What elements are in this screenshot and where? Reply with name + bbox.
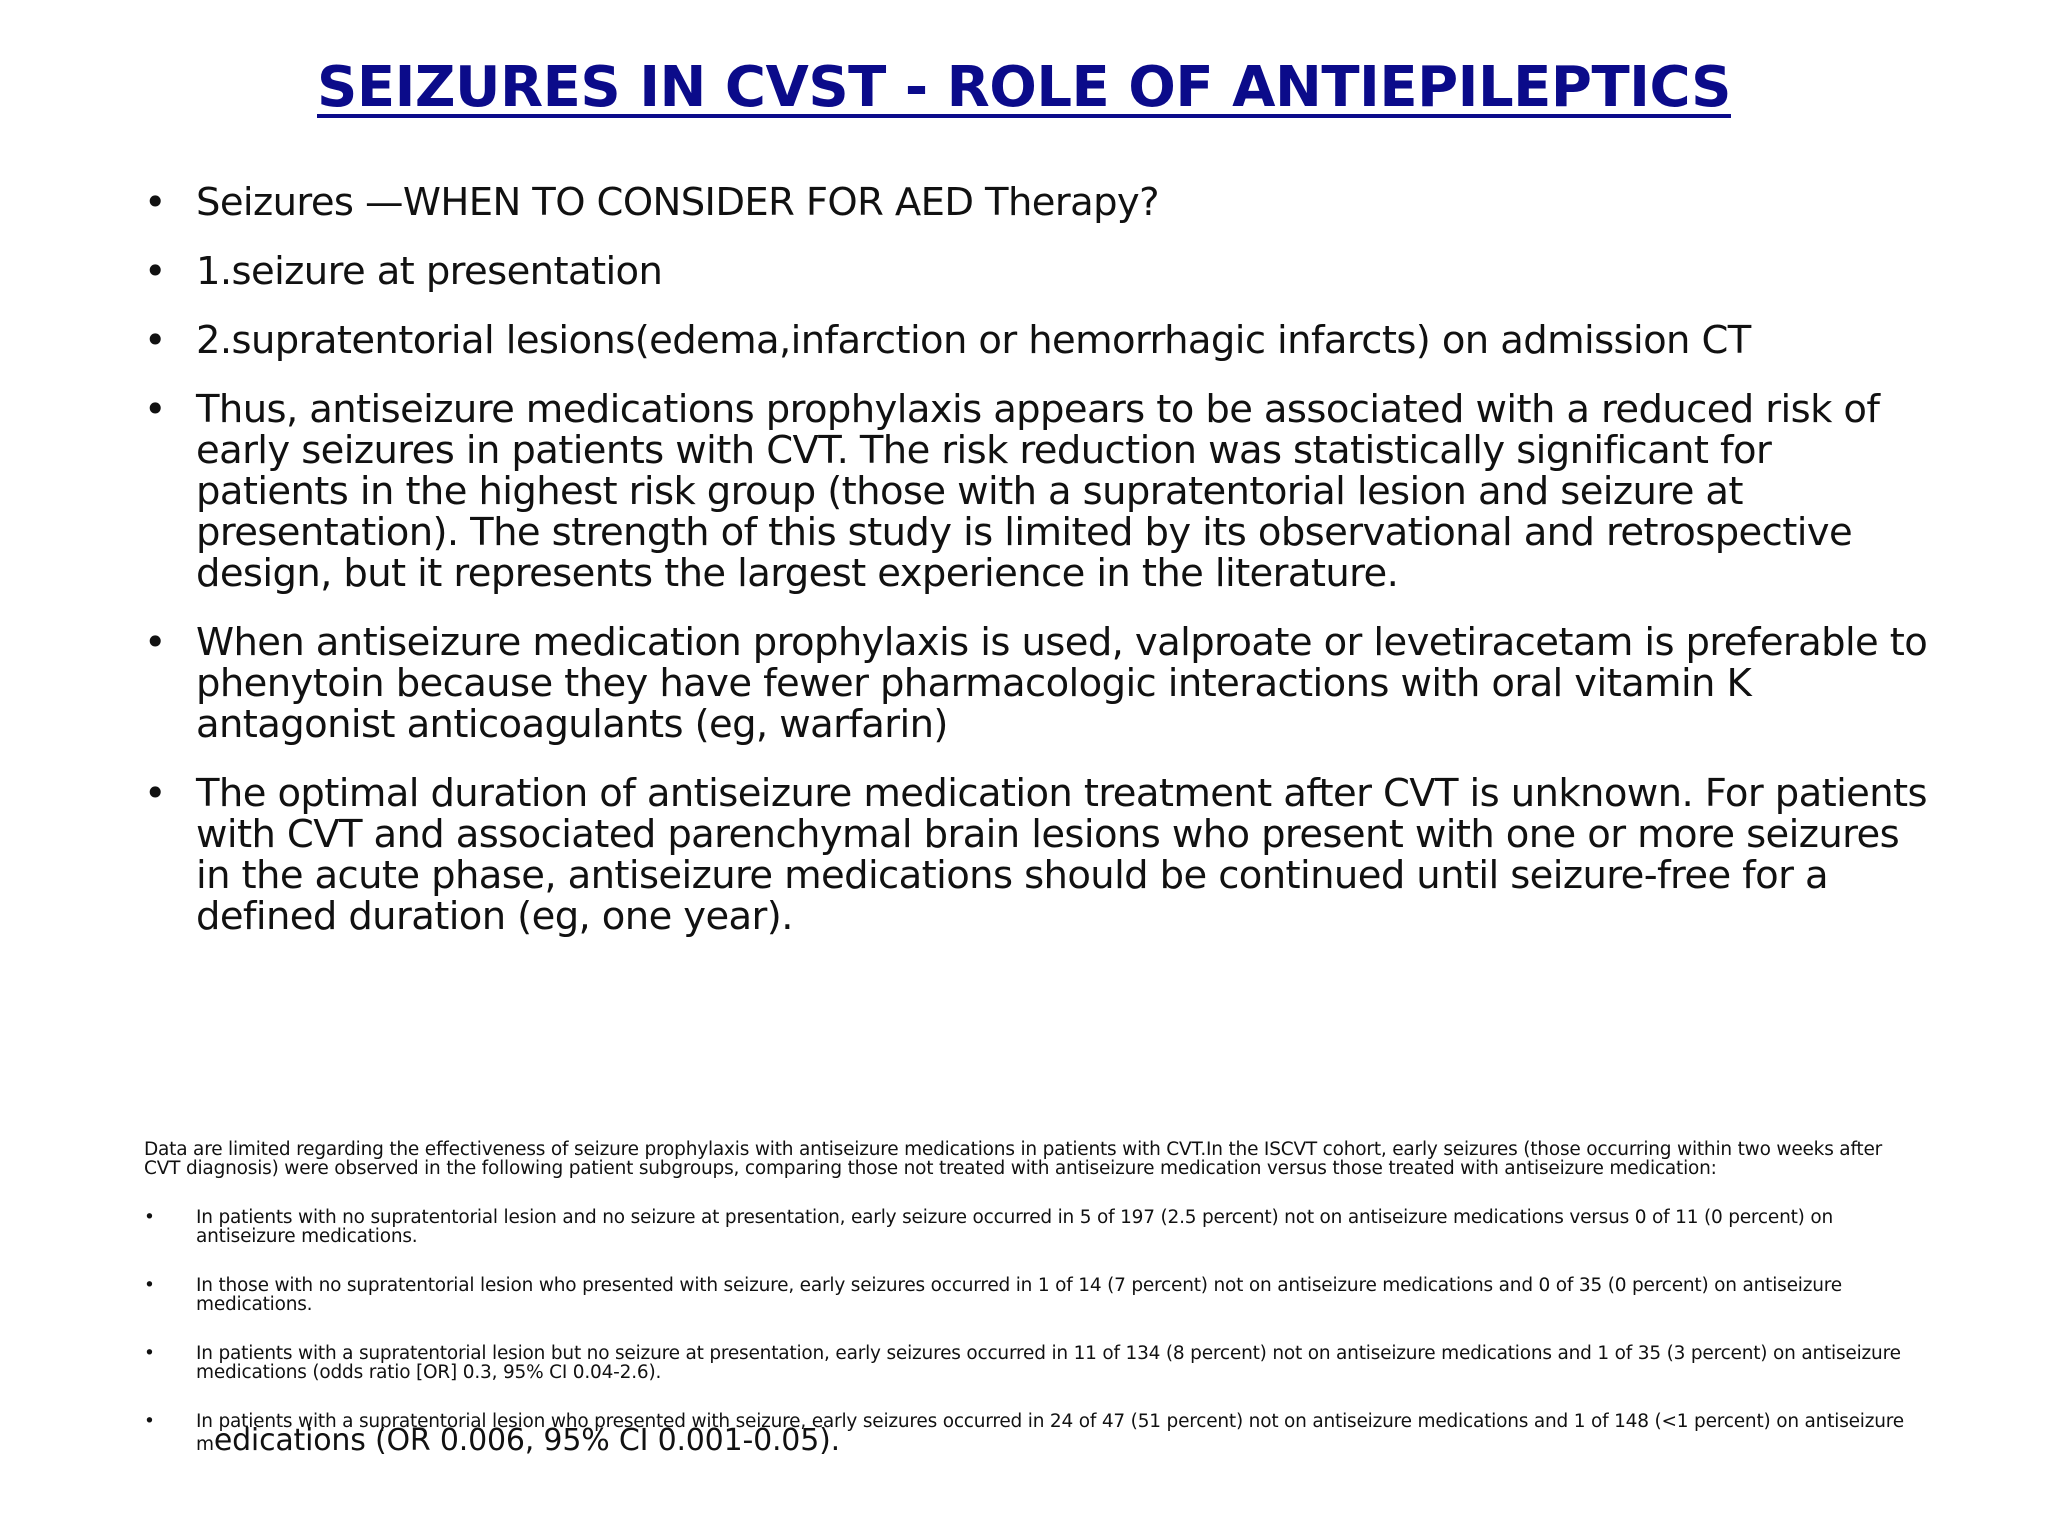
footnote-section xyxy=(144,1140,1904,1484)
footnote-intro: Data are limited regarding the effectiveness of seizure prophylaxis with antiseizure medications in patients with CVT.In the ISCVT cohort, early seizures (those occurring within two weeks after CVT diagnosis) were observed in the following patient subgroups, comparing those not treated with antiseizure medication versus those treated with antiseizure medication: xyxy=(144,1139,1883,1179)
footnote-bullet-text: In patients with no supratentorial lesion and no seizure at presentation, early seizure occurred in 5 of 197 (2.5 percent) not on antiseizure medications versus 0 of 11 (0 percent) on antiseizure medications. xyxy=(196,1207,1834,1247)
footnote-bullet-text: In those with no supratentorial lesion who presented with seizure, early seizures occurred in 1 of 14 (7 percent) not on antiseizure medications and 0 of 35 (0 percent) on antiseizure medications. xyxy=(196,1275,1842,1315)
bullet-glyph: • xyxy=(144,620,166,664)
bullet-glyph: • xyxy=(144,771,166,815)
footnote-bullet-text: In patients with a supratentorial lesion but no seizure at presentation, early seizures occurred in 11 of 134 (8 percent) not on antiseizure medications and 1 of 35 (3 percent) on antiseizure medications (odds ratio [OR] 0.3, 95% CI 0.04-2.6). xyxy=(196,1343,1901,1383)
bullet-glyph: • xyxy=(144,1411,155,1432)
bullet-glyph: • xyxy=(144,1343,155,1364)
main-bullet-text: Thus, antiseizure medications prophylaxis appears to be associated with a reduced risk of early seizures in patients with CVT. The risk reduction was statistically significant for patients in the highest risk group (those with a supratentorial lesion and seizure at presentation). The strength of this study is limited by its observational and retrospective design, but it represents the largest experience in the literature. xyxy=(196,387,1880,596)
bullet-glyph: • xyxy=(144,1275,155,1296)
main-bullet-list xyxy=(144,182,1934,965)
footnote-bullet-item xyxy=(144,1411,1904,1458)
slide-title: SEIZURES IN CVST - ROLE OF ANTIEPILEPTICS xyxy=(317,55,1731,120)
footnote-last-tail: edications (OR 0.006, 95% CI 0.001-0.05). xyxy=(213,1423,840,1458)
main-bullet-text: 2.supratentorial lesions(edema,infarction or hemorrhagic infarcts) on admission CT xyxy=(196,318,1751,363)
main-bullet-item xyxy=(144,320,1934,361)
bullet-glyph: • xyxy=(144,387,166,431)
bullet-glyph: • xyxy=(144,249,166,293)
footnote-bullet-item xyxy=(144,1276,1904,1314)
main-bullet-text: Seizures —WHEN TO CONSIDER FOR AED Therapy? xyxy=(196,180,1159,225)
main-bullet-item xyxy=(144,622,1934,745)
main-bullet-text: The optimal duration of antiseizure medication treatment after CVT is unknown. For patients with CVT and associated parenchymal brain lesions who present with one or more seizures in the acute phase, antiseizure medications should be continued until seizure-free for a defined duration (eg, one year). xyxy=(196,771,1928,939)
bullet-glyph: • xyxy=(144,318,166,362)
footnote-bullet-item xyxy=(144,1344,1904,1382)
footnote-bullet-list xyxy=(144,1207,1904,1458)
main-bullet-item xyxy=(144,251,1934,292)
main-bullet-text: When antiseizure medication prophylaxis is used, valproate or levetiracetam is preferable to phenytoin because they have fewer pharmacologic interactions with oral vitamin K antagonist anticoagulants (eg, warfarin) xyxy=(196,620,1928,747)
main-bullet-item xyxy=(144,182,1934,223)
bullet-glyph: • xyxy=(144,180,166,224)
main-bullet-text: 1.seizure at presentation xyxy=(196,249,663,294)
footnote-bullet-text: In patients with a supratentorial lesion who presented with seizure, early seizures occurred in 24 of 47 (51 percent) not on antiseizure medications and 1 of 148 (<1 percent) on antiseizure m xyxy=(196,1411,1904,1455)
footnote-bullet-item xyxy=(144,1208,1904,1246)
bullet-glyph: • xyxy=(144,1207,155,1228)
main-bullet-item xyxy=(144,389,1934,594)
main-bullet-item xyxy=(144,773,1934,937)
